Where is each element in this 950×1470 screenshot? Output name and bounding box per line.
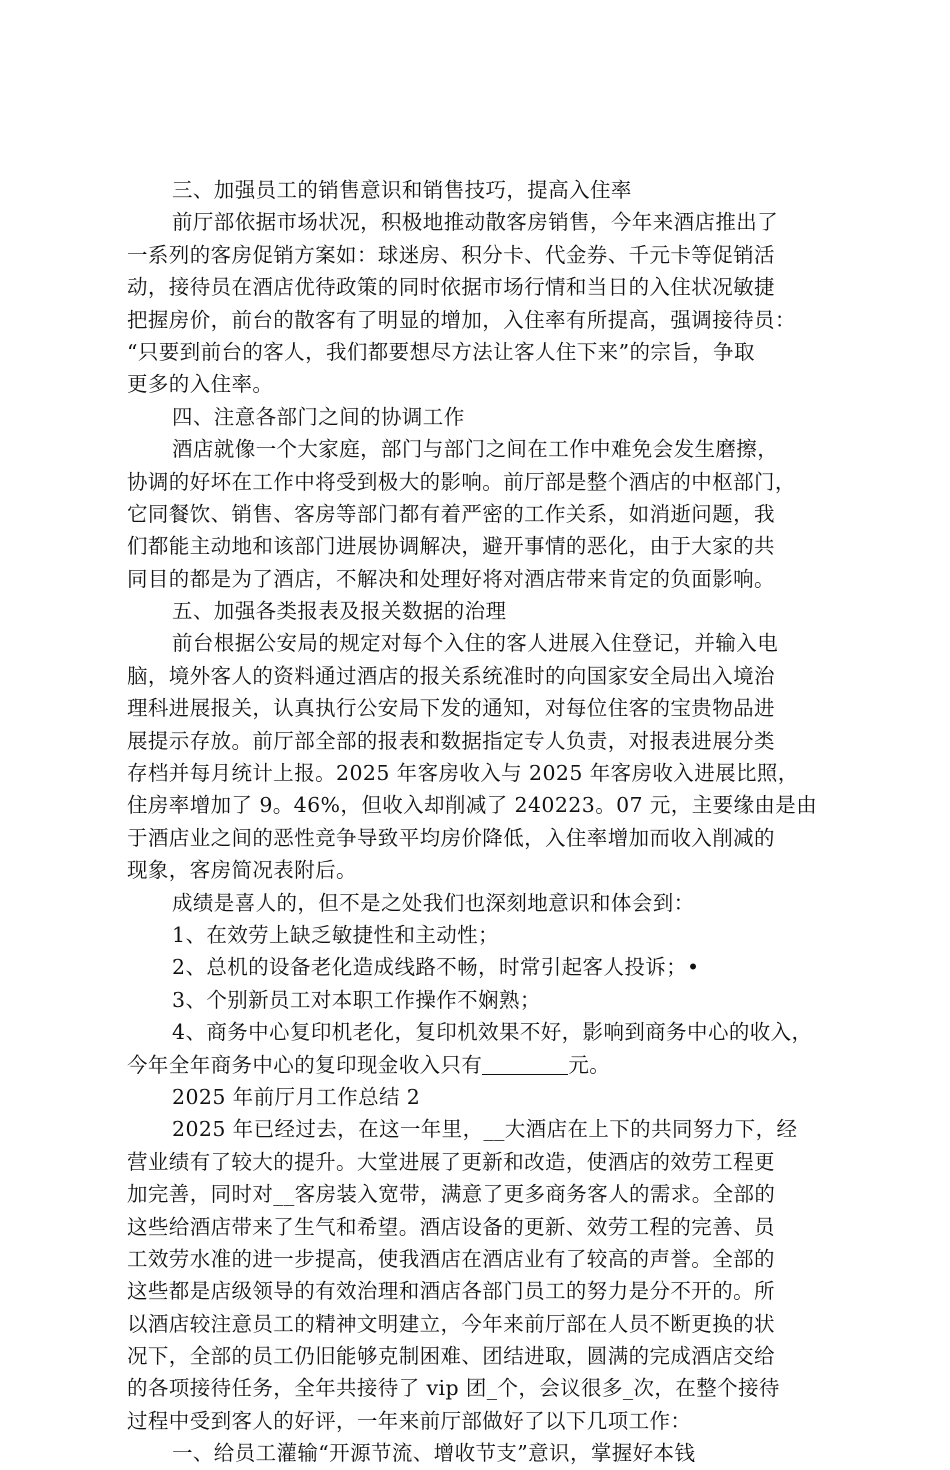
text-line — [127, 304, 847, 336]
text-line — [127, 692, 847, 724]
text-line-content: 加完善，同时对__客房装入宽带，满意了更多商务客人的需求。全部的 — [127, 1182, 776, 1207]
text-line-content: 这些给酒店带来了生气和希望。酒店设备的更新、效劳工程的完善、员 — [127, 1214, 775, 1239]
text-line-content: 这些都是店级领导的有效治理和酒店各部门员工的努力是分不开的。所 — [127, 1279, 775, 1304]
text-line — [127, 1049, 847, 1081]
text-line — [127, 174, 847, 206]
text-line — [127, 1308, 847, 1340]
text-line — [127, 1146, 847, 1178]
text-line-content: 3、个别新员工对本职工作操作不娴熟； — [172, 987, 541, 1012]
text-line — [127, 368, 847, 400]
text-line-content: 2、总机的设备老化造成线路不畅，时常引起客人投诉；• — [172, 955, 700, 980]
text-line — [127, 984, 847, 1016]
text-line — [127, 757, 847, 789]
text-line — [127, 1211, 847, 1243]
text-line — [127, 336, 847, 368]
text-line-tail: 元。 — [568, 1052, 611, 1077]
text-line-content: 它同餐饮、销售、客房等部门都有着严密的工作关系，如消逝问题，我 — [127, 501, 775, 526]
text-line-content: 今年全年商务中心的复印现金收入只有 — [127, 1052, 483, 1077]
text-line — [127, 951, 847, 983]
text-line-content: 把握房价，前台的散客有了明显的增加，入住率有所提高，强调接待员： — [127, 307, 796, 332]
text-line — [127, 789, 847, 821]
text-line-content: 况下，全部的员工仍旧能够克制困难、团结进取，圆满的完成酒店交给 — [127, 1344, 775, 1369]
text-line — [127, 1275, 847, 1307]
text-line-content: 住房率增加了 9。46%，但收入却削减了 240223。07 元，主要缘由是由 — [127, 793, 818, 818]
text-line-content: 过程中受到客人的好评，一年来前厅部做好了以下几项工作： — [127, 1408, 692, 1433]
text-line-content: “只要到前台的客人，我们都要想尽方法让客人住下来”的宗旨，争取 — [127, 339, 755, 364]
text-line-content: 2025 年已经过去，在这一年里，__大酒店在上下的共同努力下，经 — [172, 1117, 798, 1142]
text-line — [127, 1178, 847, 1210]
text-line — [127, 887, 847, 919]
text-line-content: 协调的好坏在工作中将受到极大的影响。前厅部是整个酒店的中枢部门， — [127, 469, 796, 494]
text-line — [127, 660, 847, 692]
text-line — [127, 1081, 847, 1113]
text-line-content: 展提示存放。前厅部全部的报表和数据指定专人负责，对报表进展分类 — [127, 728, 775, 753]
text-line-content: 2025 年前厅月工作总结 2 — [172, 1084, 421, 1109]
text-line-content: 更多的入住率。 — [127, 372, 274, 397]
text-line — [127, 498, 847, 530]
text-line-content: 以酒店较注意员工的精神文明建立，今年来前厅部在人员不断更换的状 — [127, 1311, 775, 1336]
text-line — [127, 725, 847, 757]
text-line-content: 一系列的客房促销方案如：球迷房、积分卡、代金券、千元卡等促销活 — [127, 242, 775, 267]
text-line — [127, 1405, 847, 1437]
text-line-content: 脑，境外客人的资料通过酒店的报关系统准时的向国家安全局出入境治 — [127, 663, 775, 688]
text-line — [127, 433, 847, 465]
text-line — [127, 1437, 847, 1469]
text-line-content: 一、给员工灌输“开源节流、增收节支”意识，掌握好本钱 — [172, 1441, 696, 1466]
text-line-content: 五、加强各类报表及报关数据的治理 — [172, 599, 507, 624]
text-line — [127, 919, 847, 951]
text-line — [127, 1340, 847, 1372]
text-line — [127, 401, 847, 433]
text-line-content: 三、加强员工的销售意识和销售技巧，提高入住率 — [172, 178, 632, 202]
text-line — [127, 627, 847, 659]
text-line-content: 1、在效劳上缺乏敏捷性和主动性； — [172, 922, 499, 947]
text-line — [127, 466, 847, 498]
text-line — [127, 822, 847, 854]
text-line — [127, 239, 847, 271]
text-line — [127, 854, 847, 886]
text-line — [127, 595, 847, 627]
text-line-content: 营业绩有了较大的提升。大堂进展了更新和改造，使酒店的效劳工程更 — [127, 1149, 775, 1174]
text-line — [127, 206, 847, 238]
text-line-content: 工效劳水准的进一步提高，使我酒店在酒店业有了较高的声誉。全部的 — [127, 1246, 775, 1271]
text-line-content: 成绩是喜人的，但不是之处我们也深刻地意识和体会到： — [172, 890, 695, 915]
text-line-content: 4、商务中心复印机老化，复印机效果不好，影响到商务中心的收入， — [172, 1020, 813, 1045]
text-line — [127, 1113, 847, 1145]
text-line-content: 四、注意各部门之间的协调工作 — [172, 404, 465, 429]
text-line-content: 前台根据公安局的规定对每个入住的客人进展入住登记，并输入电 — [172, 631, 779, 656]
text-line — [127, 530, 847, 562]
text-line-content: 动，接待员在酒店优待政策的同时依据市场行情和当日的入住状况敏捷 — [127, 275, 775, 300]
text-line-content: 现象，客房简况表附后。 — [127, 858, 357, 883]
text-line-content: 酒店就像一个大家庭，部门与部门之间在工作中难免会发生磨擦， — [172, 437, 779, 462]
text-line-content: 们都能主动地和该部门进展协调解决，避开事情的恶化，由于大家的共 — [127, 534, 775, 559]
document-body — [127, 174, 847, 1470]
text-line — [127, 271, 847, 303]
text-line-content: 理科进展报关，认真执行公安局下发的通知，对每位住客的宝贵物品进 — [127, 696, 775, 721]
text-line — [127, 1372, 847, 1404]
text-line-content: 的各项接待任务，全年共接待了 vip 团_个，会议很多_次，在整个接待 — [127, 1376, 780, 1401]
text-line-content: 存档并每月统计上报。2025 年客房收入与 2025 年客房收入进展比照， — [127, 761, 799, 786]
text-line-content: 前厅部依据市场状况，积极地推动散客房销售，今年来酒店推出了 — [172, 210, 779, 235]
text-line — [127, 563, 847, 595]
text-line — [127, 1016, 847, 1048]
text-line-content: 于酒店业之间的恶性竞争导致平均房价降低，入住率增加而收入削减的 — [127, 825, 775, 850]
fill-in-blank — [482, 1053, 568, 1075]
text-line — [127, 1243, 847, 1275]
text-line-content: 同目的都是为了酒店，不解决和处理好将对酒店带来肯定的负面影响。 — [127, 566, 775, 591]
